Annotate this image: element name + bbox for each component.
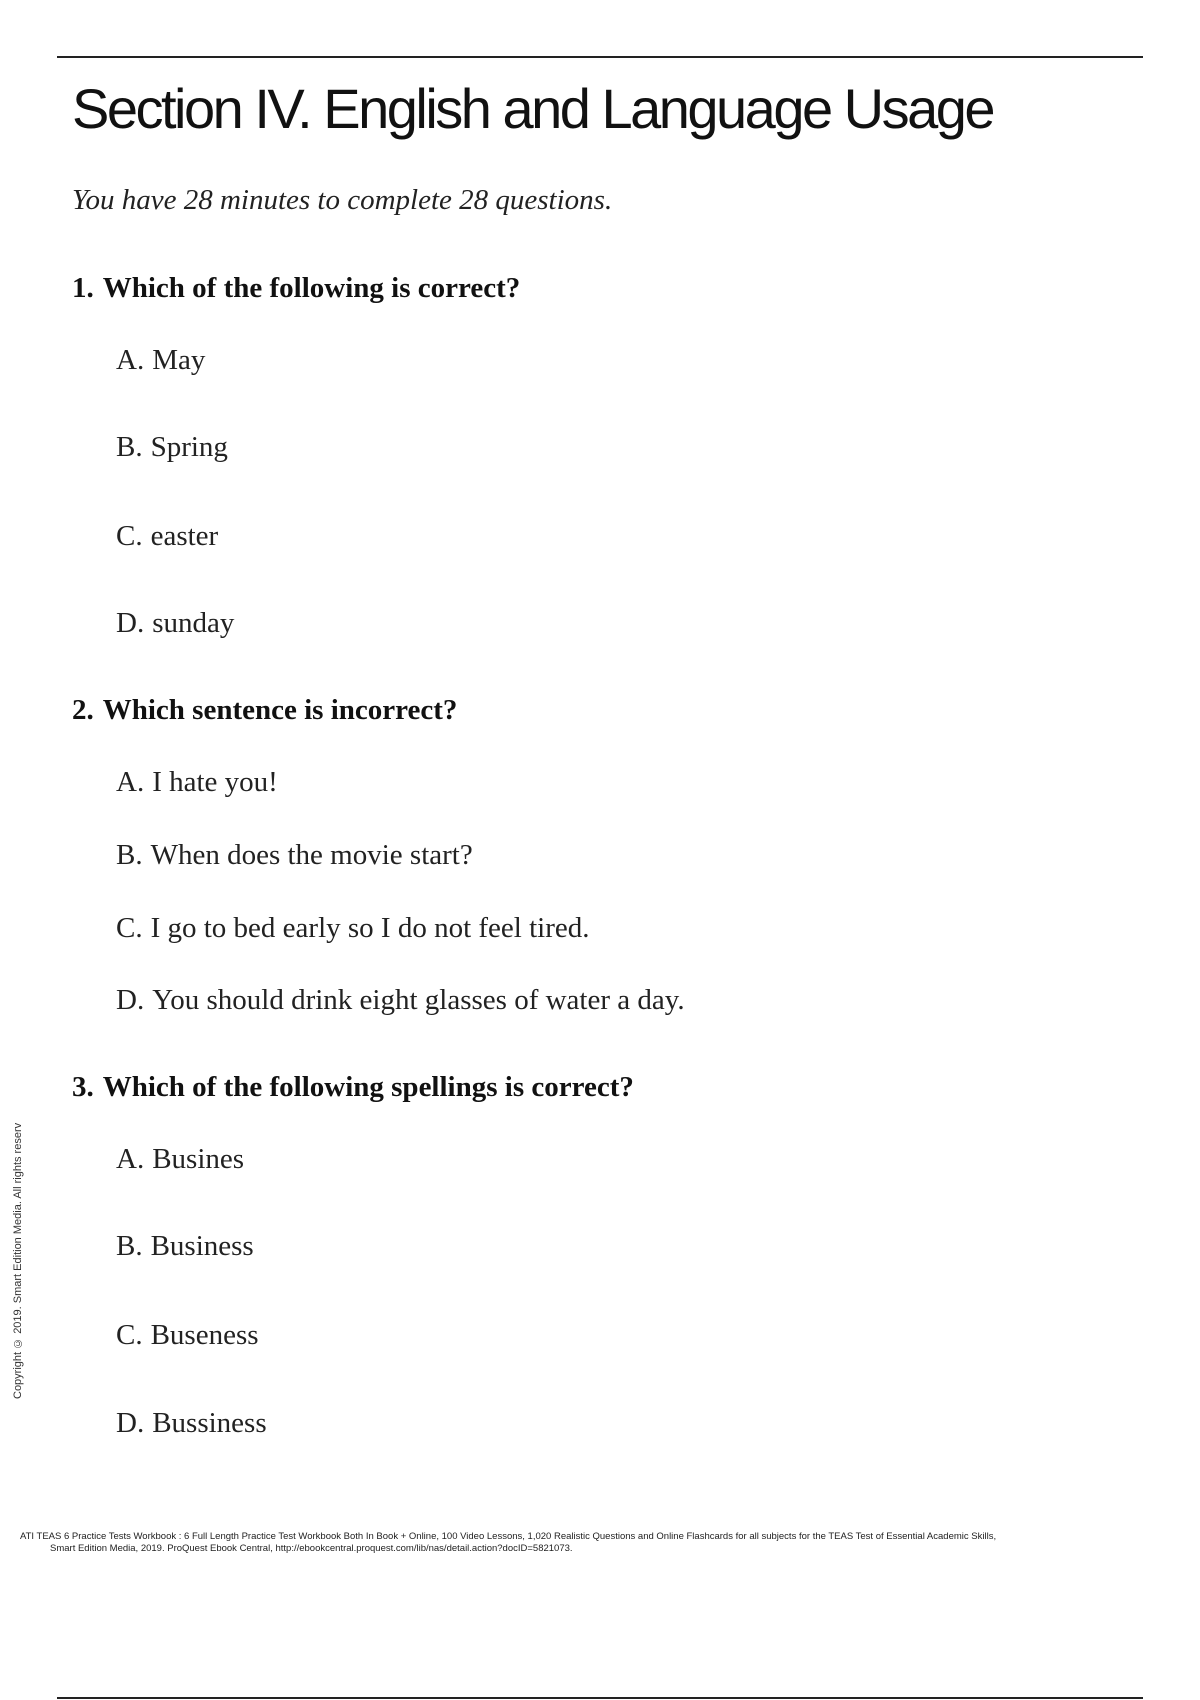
option-text: When does the movie start? xyxy=(150,839,473,871)
question-text: Which sentence is incorrect? xyxy=(102,694,458,726)
question-3-heading xyxy=(72,1069,634,1105)
option-text: easter xyxy=(150,520,219,552)
question-3-option-c xyxy=(116,1317,259,1353)
option-text: Spring xyxy=(150,431,228,463)
question-3-option-b xyxy=(116,1228,254,1264)
option-text: I go to bed early so I do not feel tired. xyxy=(150,912,590,944)
option-text: Busines xyxy=(152,1143,245,1175)
option-letter: D. xyxy=(116,984,145,1016)
question-number: 3. xyxy=(72,1071,94,1103)
bottom-rule xyxy=(57,1697,1143,1699)
question-1-option-a xyxy=(116,342,205,378)
copyright-notice: Copyright © 2019. Smart Edition Media. All rights reserv xyxy=(12,1122,24,1400)
option-letter: B. xyxy=(116,839,143,871)
question-text: Which of the following is correct? xyxy=(102,272,521,304)
option-letter: C. xyxy=(116,520,143,552)
option-letter: C. xyxy=(116,1319,143,1351)
option-letter: A. xyxy=(116,344,145,376)
section-title: Section IV. English and Language Usage xyxy=(72,77,994,140)
option-text: May xyxy=(152,344,206,376)
source-citation: ATI TEAS 6 Practice Tests Workbook : 6 Full Length Practice Test Workbook Both In Book + Online, 100 Video Lessons, 1,020 Realistic Questions and Online Flashcards for all subjects for the TEAS Test of Essential Academic Skills, Smart Edition Media, 2019. ProQuest Ebook Central, http://ebookcentral.proquest.com/lib/nas/detail.action?docID=5821073. xyxy=(20,1531,997,1554)
option-text: sunday xyxy=(152,607,235,639)
question-3-option-a xyxy=(116,1141,244,1177)
question-1-option-d xyxy=(116,605,234,641)
question-2-option-c xyxy=(116,910,590,946)
option-letter: A. xyxy=(116,1143,145,1175)
option-letter: B. xyxy=(116,1230,143,1262)
option-letter: D. xyxy=(116,1407,145,1439)
option-letter: B. xyxy=(116,431,143,463)
option-letter: D. xyxy=(116,607,145,639)
question-1-heading xyxy=(72,270,520,306)
option-text: Buseness xyxy=(150,1319,259,1351)
option-text: I hate you! xyxy=(152,766,278,798)
section-instructions: You have 28 minutes to complete 28 questions. xyxy=(72,184,613,216)
question-1-option-c xyxy=(116,518,218,554)
option-text: Business xyxy=(150,1230,254,1262)
question-text: Which of the following spellings is correct? xyxy=(102,1071,634,1103)
question-2-option-a xyxy=(116,764,278,800)
option-text: Bussiness xyxy=(152,1407,267,1439)
option-letter: A. xyxy=(116,766,145,798)
top-rule xyxy=(57,56,1143,58)
question-number: 1. xyxy=(72,272,94,304)
question-2-option-b xyxy=(116,837,473,873)
option-text: You should drink eight glasses of water a day. xyxy=(152,984,685,1016)
question-3-option-d xyxy=(116,1405,267,1441)
question-1-option-b xyxy=(116,429,228,465)
question-number: 2. xyxy=(72,694,94,726)
option-letter: C. xyxy=(116,912,143,944)
question-2-heading xyxy=(72,692,457,728)
question-2-option-d xyxy=(116,982,685,1018)
